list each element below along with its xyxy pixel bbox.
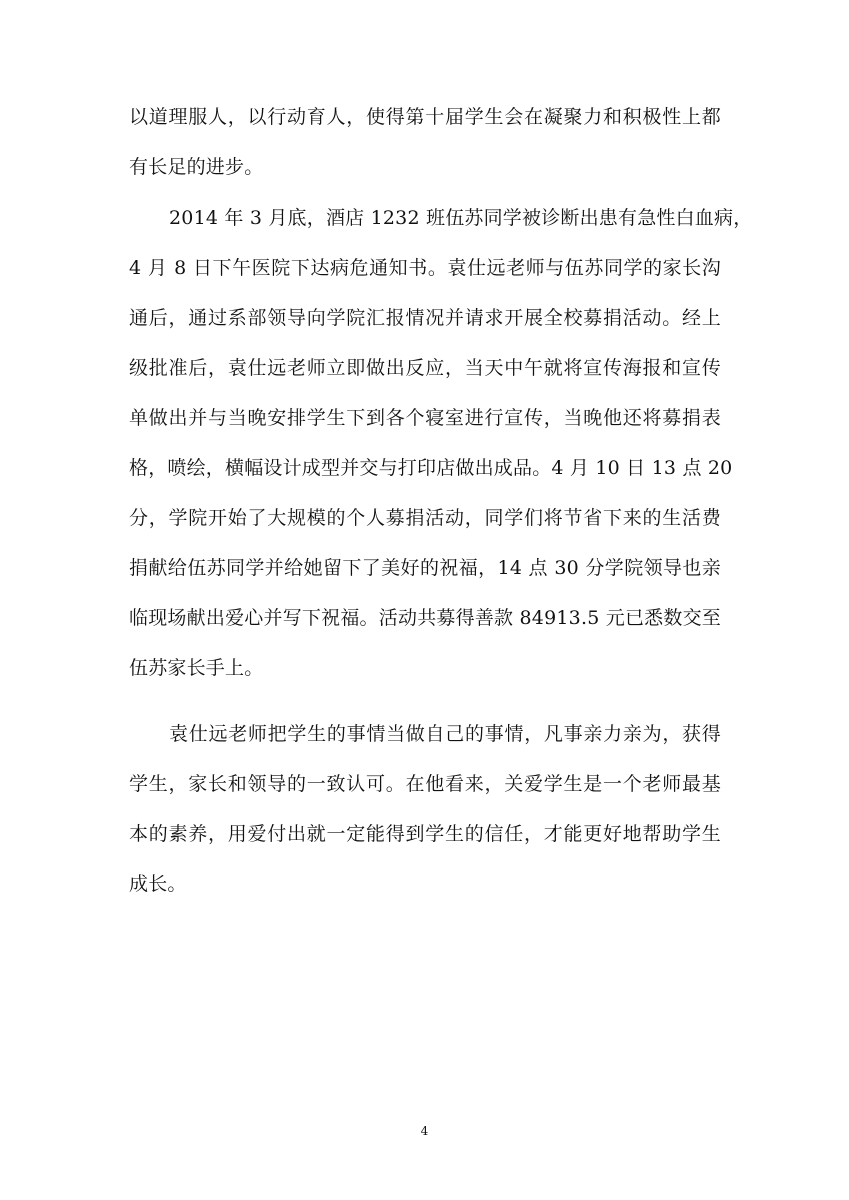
page-number: 4 bbox=[420, 1124, 429, 1138]
paragraph-2-line: 2014 年 3 月底，酒店 1232 班伍苏同学被诊断出患有急性白血病， bbox=[169, 207, 753, 229]
paragraph-2-line: 临现场献出爱心并写下祝福。活动共募得善款 84913.5 元已悉数交至 bbox=[129, 607, 721, 629]
paragraph-2-line: 分，学院开始了大规模的个人募捐活动，同学们将节省下来的生活费 bbox=[129, 507, 721, 529]
paragraph-3-line: 袁仕远老师把学生的事情当做自己的事情，凡事亲力亲为，获得 bbox=[169, 723, 721, 745]
paragraph-1-line: 有长足的进步。 bbox=[129, 156, 264, 178]
paragraph-1-line: 以道理服人，以行动育人，使得第十届学生会在凝聚力和积极性上都 bbox=[129, 106, 721, 128]
paragraph-2-line: 伍苏家长手上。 bbox=[129, 657, 264, 679]
paragraph-3-line: 学生，家长和领导的一致认可。在他看来，关爱学生是一个老师最基 bbox=[129, 773, 721, 795]
paragraph-3-line: 成长。 bbox=[129, 873, 187, 895]
paragraph-3-line: 本的素养，用爱付出就一定能得到学生的信任，才能更好地帮助学生 bbox=[129, 823, 721, 845]
paragraph-2-line: 4 月 8 日下午医院下达病危通知书。袁仕远老师与伍苏同学的家长沟 bbox=[129, 257, 721, 279]
paragraph-2-line: 级批准后，袁仕远老师立即做出反应，当天中午就将宣传海报和宣传 bbox=[129, 357, 721, 379]
paragraph-2-line: 通后，通过系部领导向学院汇报情况并请求开展全校募捐活动。经上 bbox=[129, 307, 721, 329]
paragraph-2-line: 单做出并与当晚安排学生下到各个寝室进行宣传，当晚他还将募捐表 bbox=[129, 407, 721, 429]
paragraph-2-line: 格，喷绘，横幅设计成型并交与打印店做出成品。4 月 10 日 13 点 20 bbox=[129, 457, 733, 479]
paragraph-2-line: 捐献给伍苏同学并给她留下了美好的祝福，14 点 30 分学院领导也亲 bbox=[129, 557, 721, 579]
